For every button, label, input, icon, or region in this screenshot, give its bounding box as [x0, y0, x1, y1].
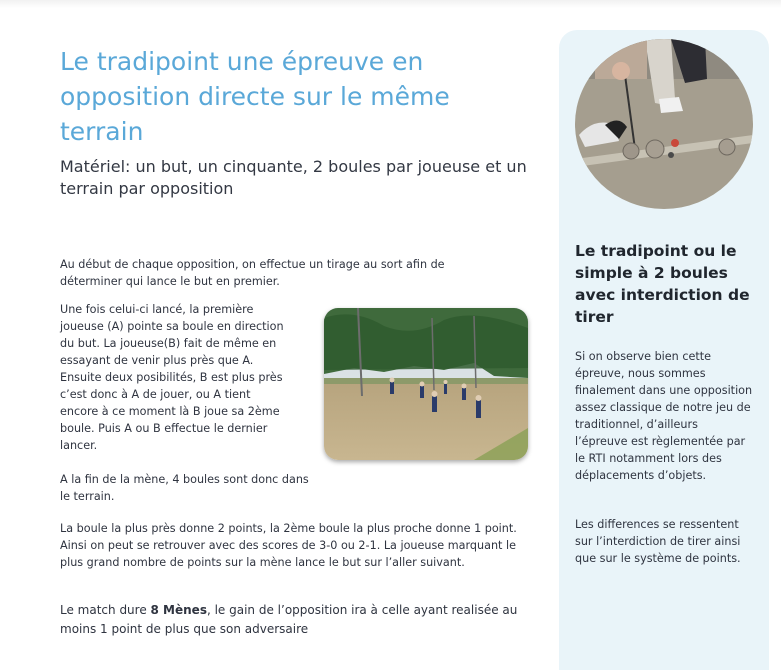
article-subtitle: Matériel: un but, un cinquante, 2 boules par joueuse et un terrain par opposition: [60, 157, 527, 198]
match-length-text-start: Le match dure: [60, 603, 151, 617]
sidebar-paragraph-rti: Si on observe bien cette épreuve, nous sommes finalement dans une opposition assez classique de notre jeu de traditionnel, d’ailleurs l’épreuve est règlementée par le RTI notamment lors des déplacements d’objets.: [575, 350, 753, 482]
paragraph-end-of-round: A la fin de la mène, 4 boules sont donc dans le terrain.: [60, 473, 309, 503]
top-edge: [0, 0, 781, 8]
sidebar-title: Le tradipoint ou le simple à 2 boules avec interdiction de tirer: [575, 242, 750, 326]
paragraph-match-length: [60, 601, 530, 639]
players-on-terrain-illustration: [324, 308, 528, 460]
paragraph-scoring: La boule la plus près donne 2 points, la 2ème boule la plus proche donne 1 point. Ainsi on peut se retrouver avec des scores de 3-0 ou 2-1. La joueuse marquant le plus grand nombre de points sur la mène lance le but sur l’aller suivant.: [60, 522, 517, 569]
paragraph-first-throw: Une fois celui-ci lancé, la première joueuse (A) pointe sa boule en direction du but. La joueuse(B) fait de même en essayant de venir plus près que A. Ensuite deux posibilités, B est plus près c’est donc à A de jouer, ou A tient encore à ce moment là B joue sa 2ème boule. Puis A ou B effectue le dernier lancer.: [60, 303, 284, 452]
match-length-emphasis: 8 Mènes: [150, 603, 207, 617]
players-on-terrain-photo: [324, 308, 528, 460]
sidebar-paragraph-differences: Les differences se ressentent sur l’interdiction de tirer ainsi que sur le système de points.: [575, 518, 741, 565]
paragraph-intro: Au début de chaque opposition, on effectue un tirage au sort afin de déterminer qui lance le but en premier.: [60, 258, 445, 288]
article-title: Le tradipoint une épreuve en opposition directe sur le même terrain: [60, 47, 450, 146]
boules-closeup-photo: [575, 39, 753, 209]
boules-closeup-illustration: [575, 39, 753, 209]
match-length-text-end: , le gain de l’opposition ira à celle ayant realisée au moins 1 point de plus que son adversaire: [60, 603, 518, 636]
